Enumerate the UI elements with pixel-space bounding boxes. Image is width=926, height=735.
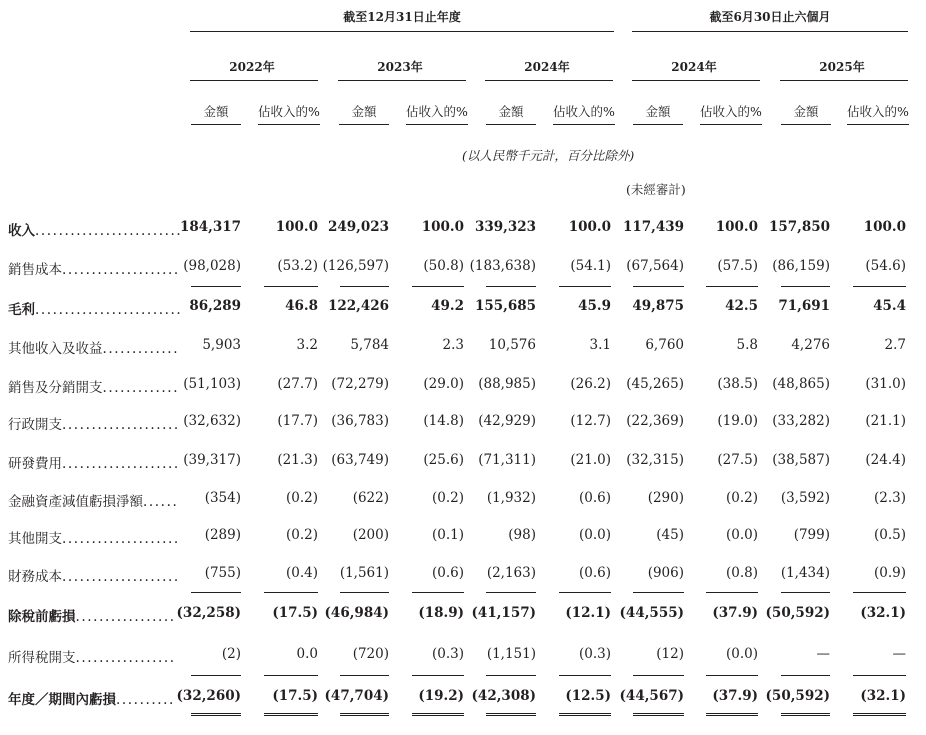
- cell-value: 100.0: [275, 219, 318, 235]
- leader-dots: ....................: [62, 531, 180, 547]
- subtotal-rule: [412, 592, 464, 593]
- group-rule-annual: [190, 31, 614, 32]
- year-header: 2024年: [524, 60, 570, 74]
- leader-dots: ....................: [62, 456, 180, 472]
- cell-value: (1,434): [780, 565, 830, 581]
- cell-value: (57.5): [717, 258, 758, 274]
- subtotal-rule: [706, 592, 758, 593]
- cell-value: (0.3): [431, 646, 464, 662]
- cell-value: (50,592): [765, 688, 830, 704]
- leader-dots: .........................: [35, 223, 183, 239]
- year-header: 2024年: [671, 60, 717, 74]
- year-rule: [632, 80, 760, 81]
- column-header-rule: [486, 124, 536, 125]
- row-label: [8, 565, 180, 585]
- cell-value: (12): [656, 646, 684, 662]
- cell-value: 46.8: [285, 298, 318, 314]
- cell-value: (0.5): [873, 527, 906, 543]
- cell-value: (72,279): [331, 376, 389, 392]
- subtotal-rule: [853, 675, 906, 676]
- total-double-rule: [340, 713, 389, 716]
- column-header-rule: [781, 124, 831, 125]
- cell-value: (19.2): [418, 688, 464, 704]
- cell-value: (2,163): [486, 565, 536, 581]
- total-double-rule: [486, 713, 536, 716]
- subtotal-rule: [559, 592, 611, 593]
- subtotal-rule: [264, 675, 318, 676]
- row-label-text: 年度／期間內虧損: [8, 692, 116, 708]
- subtotal-rule: [706, 675, 758, 676]
- total-double-rule: [853, 713, 906, 716]
- cell-value: (31.0): [865, 376, 906, 392]
- cell-value: (98,028): [183, 258, 241, 274]
- column-header-rule: [633, 124, 683, 125]
- cell-value: (720): [352, 646, 389, 662]
- cell-value: (17.7): [277, 413, 318, 429]
- subtotal-rule: [633, 675, 684, 676]
- subtotal-rule: [781, 675, 830, 676]
- cell-value: (32.1): [860, 688, 906, 704]
- cell-value: (126,597): [322, 258, 389, 274]
- cell-value: (37.9): [712, 688, 758, 704]
- year-header: 2025年: [819, 60, 865, 74]
- cell-value: (63,749): [331, 452, 389, 468]
- cell-value: (50,592): [765, 605, 830, 621]
- subtotal-rule: [633, 286, 684, 287]
- subtotal-rule: [191, 675, 241, 676]
- cell-value: (44,567): [619, 688, 684, 704]
- cell-value: —: [816, 646, 830, 662]
- column-header-percent: 佔收入的%: [700, 104, 762, 119]
- cell-value: (46,984): [324, 605, 389, 621]
- cell-value: 86,289: [189, 298, 241, 314]
- cell-value: (290): [647, 490, 684, 506]
- cell-value: (24.4): [865, 452, 906, 468]
- cell-value: 3.1: [589, 337, 611, 353]
- cell-value: (32,632): [183, 413, 241, 429]
- cell-value: (1,151): [486, 646, 536, 662]
- group-header-interim: 截至6月30日止六個月: [709, 10, 831, 24]
- year-header: 2023年: [377, 60, 423, 74]
- cell-value: (0.9): [873, 565, 906, 581]
- cell-value: (42,929): [478, 413, 536, 429]
- cell-value: (2): [221, 646, 241, 662]
- row-label: [8, 527, 180, 547]
- cell-value: 100.0: [568, 219, 611, 235]
- row-label-text: 所得稅開支: [8, 650, 76, 666]
- year-header: 2022年: [229, 60, 275, 74]
- row-label-text: 毛利: [8, 302, 35, 318]
- subtotal-rule: [340, 286, 389, 287]
- row-label-text: 財務成本: [8, 569, 62, 585]
- cell-value: 49,875: [632, 298, 684, 314]
- column-header-rule: [258, 124, 320, 125]
- cell-value: (32,315): [626, 452, 684, 468]
- row-label: [8, 646, 176, 666]
- unaudited-note: (未經審計): [626, 182, 686, 197]
- group-rule-interim: [632, 31, 908, 32]
- cell-value: (98): [508, 527, 536, 543]
- subtotal-rule: [559, 286, 611, 287]
- column-header-rule: [191, 124, 241, 125]
- cell-value: (71,311): [478, 452, 536, 468]
- column-header-rule: [847, 124, 909, 125]
- total-double-rule: [559, 713, 611, 716]
- row-label: [8, 337, 179, 357]
- row-label-text: 收入: [8, 223, 35, 239]
- leader-dots: ....................: [62, 417, 180, 433]
- cell-value: (17.5): [272, 605, 318, 621]
- cell-value: 100.0: [421, 219, 464, 235]
- total-double-rule: [781, 713, 830, 716]
- cell-value: (42,308): [471, 688, 536, 704]
- cell-value: 0.0: [296, 646, 318, 662]
- cell-value: (19.0): [717, 413, 758, 429]
- cell-value: (21.1): [865, 413, 906, 429]
- subtotal-rule: [191, 286, 241, 287]
- column-header-amount: 金額: [793, 104, 819, 119]
- cell-value: (50.8): [423, 258, 464, 274]
- cell-value: (0.6): [578, 490, 611, 506]
- cell-value: (0.6): [578, 565, 611, 581]
- leader-dots: .............: [102, 341, 180, 357]
- subtotal-rule: [853, 286, 906, 287]
- cell-value: (0.4): [285, 565, 318, 581]
- year-rule: [780, 80, 908, 81]
- cell-value: (33,282): [772, 413, 830, 429]
- cell-value: (0.0): [578, 527, 611, 543]
- cell-value: (45): [656, 527, 684, 543]
- cell-value: (21.0): [570, 452, 611, 468]
- cell-value: (22,369): [626, 413, 684, 429]
- column-header-percent: 佔收入的%: [553, 104, 615, 119]
- cell-value: (0.1): [431, 527, 464, 543]
- cell-value: (3,592): [780, 490, 830, 506]
- total-double-rule: [191, 713, 241, 716]
- cell-value: 117,439: [622, 219, 684, 235]
- cell-value: 100.0: [715, 219, 758, 235]
- cell-value: (29.0): [423, 376, 464, 392]
- cell-value: 339,323: [474, 219, 536, 235]
- cell-value: (183,638): [469, 258, 536, 274]
- cell-value: 157,850: [768, 219, 830, 235]
- row-label-text: 銷售及分銷開支: [8, 380, 103, 396]
- cell-value: 10,576: [488, 337, 536, 353]
- subtotal-rule: [340, 675, 389, 676]
- row-label: [8, 298, 182, 318]
- column-header-amount: 金額: [498, 104, 524, 119]
- column-header-amount: 金額: [645, 104, 671, 119]
- cell-value: (0.2): [725, 490, 758, 506]
- column-header-percent: 佔收入的%: [406, 104, 468, 119]
- row-label: [8, 452, 180, 472]
- cell-value: (906): [647, 565, 684, 581]
- cell-value: 155,685: [474, 298, 536, 314]
- cell-value: 42.5: [725, 298, 758, 314]
- column-header-rule: [339, 124, 389, 125]
- cell-value: (67,564): [626, 258, 684, 274]
- subtotal-rule: [633, 592, 684, 593]
- cell-value: 49.2: [431, 298, 464, 314]
- group-header-annual: 截至12月31日止年度: [343, 10, 461, 24]
- leader-dots: .................: [75, 650, 176, 666]
- row-label-text: 研發費用: [8, 456, 62, 472]
- unit-note: (以人民幣千元計，百分比除外): [462, 148, 635, 163]
- cell-value: (12.5): [565, 688, 611, 704]
- cell-value: (37.9): [712, 605, 758, 621]
- subtotal-rule: [853, 592, 906, 593]
- cell-value: 71,691: [778, 298, 830, 314]
- row-label: [8, 490, 178, 510]
- cell-value: (0.2): [431, 490, 464, 506]
- cell-value: (21.3): [277, 452, 318, 468]
- leader-dots: ......: [143, 494, 179, 510]
- subtotal-rule: [412, 286, 464, 287]
- subtotal-rule: [486, 675, 536, 676]
- cell-value: (755): [204, 565, 241, 581]
- subtotal-rule: [781, 592, 830, 593]
- total-double-rule: [264, 713, 318, 716]
- row-label-text: 金融資產減值虧損淨額: [8, 494, 143, 510]
- subtotal-rule: [191, 592, 241, 593]
- cell-value: (289): [204, 527, 241, 543]
- cell-value: (12.1): [565, 605, 611, 621]
- year-rule: [485, 80, 613, 81]
- cell-value: 3.2: [296, 337, 318, 353]
- cell-value: 100.0: [863, 219, 906, 235]
- year-rule: [190, 80, 318, 81]
- cell-value: (25.6): [423, 452, 464, 468]
- cell-value: 5.8: [736, 337, 758, 353]
- cell-value: 5,784: [350, 337, 389, 353]
- cell-value: (12.7): [570, 413, 611, 429]
- cell-value: 249,023: [327, 219, 389, 235]
- cell-value: (86,159): [772, 258, 830, 274]
- subtotal-rule: [781, 286, 830, 287]
- row-label-text: 其他收入及收益: [8, 341, 103, 357]
- cell-value: (354): [204, 490, 241, 506]
- subtotal-rule: [340, 592, 389, 593]
- cell-value: (54.6): [865, 258, 906, 274]
- subtotal-rule: [706, 286, 758, 287]
- cell-value: (27.5): [717, 452, 758, 468]
- cell-value: (38.5): [717, 376, 758, 392]
- cell-value: (0.3): [578, 646, 611, 662]
- cell-value: 6,760: [645, 337, 684, 353]
- cell-value: (26.2): [570, 376, 611, 392]
- cell-value: 2.3: [442, 337, 464, 353]
- column-header-amount: 金額: [351, 104, 377, 119]
- cell-value: (39,317): [183, 452, 241, 468]
- cell-value: 5,903: [202, 337, 241, 353]
- cell-value: (36,783): [331, 413, 389, 429]
- row-label: [8, 688, 175, 708]
- cell-value: (48,865): [772, 376, 830, 392]
- cell-value: (53.2): [277, 258, 318, 274]
- cell-value: (47,704): [324, 688, 389, 704]
- column-header-rule: [406, 124, 468, 125]
- row-label: [8, 376, 179, 396]
- total-double-rule: [706, 713, 758, 716]
- cell-value: (0.2): [285, 527, 318, 543]
- total-double-rule: [412, 713, 464, 716]
- cell-value: (799): [793, 527, 830, 543]
- cell-value: (622): [352, 490, 389, 506]
- row-label-text: 除稅前虧損: [8, 609, 76, 625]
- subtotal-rule: [264, 592, 318, 593]
- cell-value: (32,258): [176, 605, 241, 621]
- cell-value: (44,555): [619, 605, 684, 621]
- cell-value: 122,426: [327, 298, 389, 314]
- cell-value: —: [892, 646, 906, 662]
- cell-value: (0.6): [431, 565, 464, 581]
- subtotal-rule: [486, 592, 536, 593]
- cell-value: (0.2): [285, 490, 318, 506]
- column-header-rule: [553, 124, 615, 125]
- cell-value: (0.0): [725, 646, 758, 662]
- leader-dots: ....................: [62, 569, 180, 585]
- subtotal-rule: [264, 286, 318, 287]
- row-label-text: 行政開支: [8, 417, 62, 433]
- leader-dots: .........................: [35, 302, 183, 318]
- cell-value: (38,587): [772, 452, 830, 468]
- cell-value: (41,157): [471, 605, 536, 621]
- cell-value: 45.4: [873, 298, 906, 314]
- cell-value: (0.0): [725, 527, 758, 543]
- cell-value: (54.1): [570, 258, 611, 274]
- cell-value: (32.1): [860, 605, 906, 621]
- row-label: [8, 258, 180, 278]
- cell-value: 184,317: [179, 219, 241, 235]
- leader-dots: .............: [102, 380, 180, 396]
- total-double-rule: [633, 713, 684, 716]
- row-label: [8, 413, 180, 433]
- cell-value: (0.8): [725, 565, 758, 581]
- cell-value: (27.7): [277, 376, 318, 392]
- cell-value: (32,260): [176, 688, 241, 704]
- column-header-percent: 佔收入的%: [847, 104, 909, 119]
- cell-value: (1,561): [339, 565, 389, 581]
- row-label: [8, 219, 182, 239]
- cell-value: 4,276: [791, 337, 830, 353]
- cell-value: (200): [352, 527, 389, 543]
- cell-value: 45.9: [578, 298, 611, 314]
- cell-value: (51,103): [183, 376, 241, 392]
- subtotal-rule: [559, 675, 611, 676]
- cell-value: (1,932): [486, 490, 536, 506]
- cell-value: (17.5): [272, 688, 318, 704]
- cell-value: (2.3): [873, 490, 906, 506]
- cell-value: 2.7: [884, 337, 906, 353]
- leader-dots: .................: [75, 609, 176, 625]
- row-label: [8, 605, 176, 625]
- cell-value: (18.9): [418, 605, 464, 621]
- year-rule: [338, 80, 466, 81]
- cell-value: (45,265): [626, 376, 684, 392]
- leader-dots: ....................: [62, 262, 180, 278]
- cell-value: (14.8): [423, 413, 464, 429]
- subtotal-rule: [486, 286, 536, 287]
- column-header-percent: 佔收入的%: [258, 104, 320, 119]
- column-header-rule: [700, 124, 762, 125]
- row-label-text: 其他開支: [8, 531, 62, 547]
- subtotal-rule: [412, 675, 464, 676]
- leader-dots: ..........: [116, 692, 175, 708]
- row-label-text: 銷售成本: [8, 262, 62, 278]
- column-header-amount: 金額: [203, 104, 229, 119]
- cell-value: (88,985): [478, 376, 536, 392]
